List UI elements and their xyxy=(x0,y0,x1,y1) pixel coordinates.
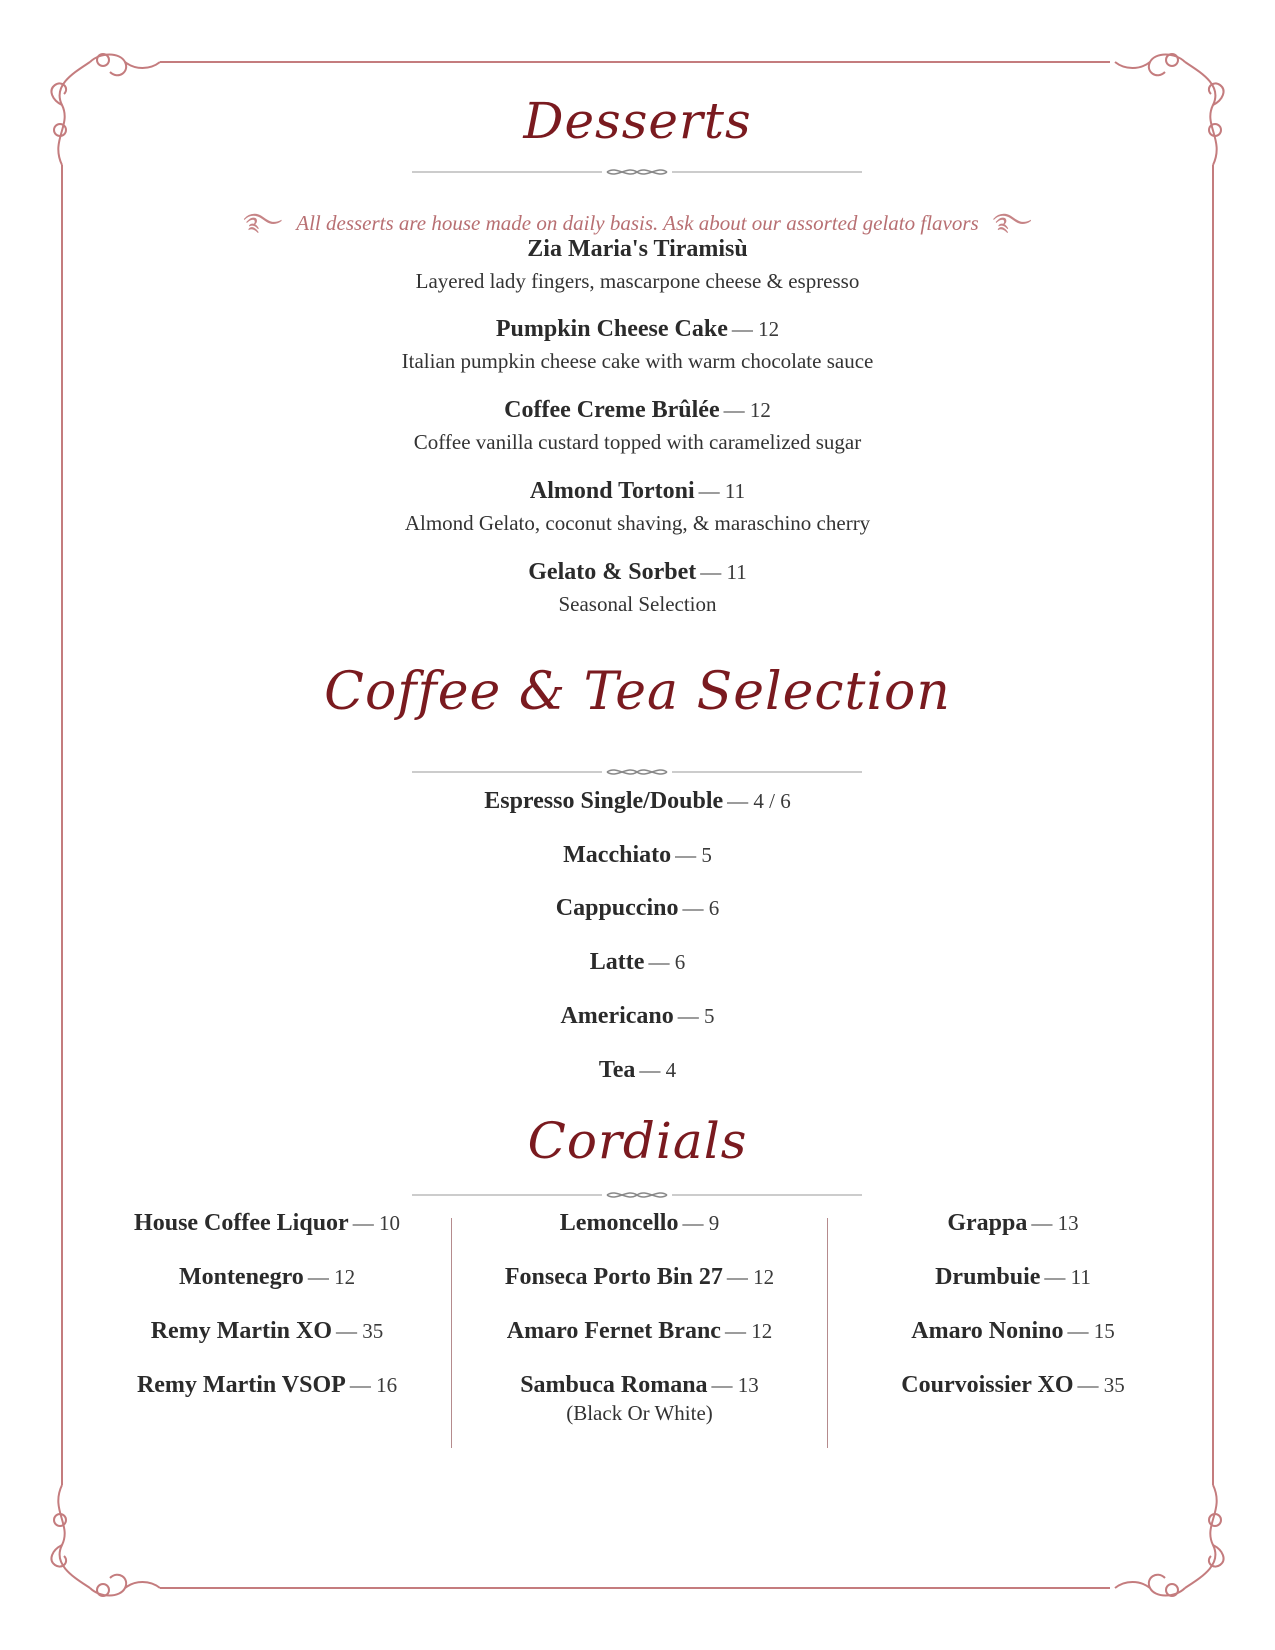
item-name: Lemoncello xyxy=(559,1210,679,1236)
cordials-column-1 xyxy=(92,1210,442,1426)
corner-scroll-bottom-left xyxy=(51,1485,160,1596)
item-name: Zia Maria's Tiramisù xyxy=(527,236,748,262)
item-price: — 6 xyxy=(648,950,686,974)
item-price: — 9 xyxy=(682,1211,720,1235)
cordial-item xyxy=(462,1210,817,1264)
item-name: Sambuca Romana xyxy=(520,1372,708,1398)
dessert-item xyxy=(0,559,1275,617)
item-name: Fonseca Porto Bin 27 xyxy=(504,1264,723,1290)
coffee-item xyxy=(0,788,1275,815)
item-price: — 4 xyxy=(639,1058,677,1082)
item-name: Amaro Fernet Branc xyxy=(506,1318,721,1344)
item-name: Americano xyxy=(560,1003,674,1029)
cordials-divider xyxy=(412,1188,862,1202)
item-price: — 10 xyxy=(352,1211,400,1235)
cordials-title: Cordials xyxy=(527,1112,748,1170)
cordial-item xyxy=(462,1264,817,1318)
item-price: — 13 xyxy=(1031,1211,1079,1235)
item-price: — 35 xyxy=(336,1319,384,1343)
flourish-right-icon: ࿐ xyxy=(992,210,1032,236)
cordial-item xyxy=(838,1372,1188,1426)
item-name: Grappa xyxy=(947,1210,1028,1236)
cordials-column-2 xyxy=(462,1210,817,1426)
item-price: — 11 xyxy=(700,560,747,584)
cordials-column-3 xyxy=(838,1210,1188,1426)
dessert-item xyxy=(0,397,1275,455)
item-subtext: (Black Or White) xyxy=(566,1401,713,1425)
item-desc: Layered lady fingers, mascarpone cheese & espresso xyxy=(415,269,860,293)
dessert-item xyxy=(0,236,1275,294)
item-price: — 12 xyxy=(723,398,771,422)
item-name: Macchiato xyxy=(563,842,672,868)
item-name: Remy Martin VSOP xyxy=(136,1372,346,1398)
cordial-item xyxy=(462,1372,817,1426)
item-price: — 12 xyxy=(724,1319,773,1343)
desserts-note-text: All desserts are house made on daily basis. Ask about our assorted gelato flavors xyxy=(296,211,979,235)
cordial-item xyxy=(92,1210,442,1264)
cordial-item xyxy=(838,1264,1188,1318)
coffee-item xyxy=(0,1057,1275,1084)
item-desc: Seasonal Selection xyxy=(558,592,717,616)
flourish-left-icon: ࿐ xyxy=(243,210,283,236)
item-name: Courvoissier XO xyxy=(901,1372,1074,1398)
item-name: Almond Tortoni xyxy=(529,478,695,504)
column-divider xyxy=(451,1218,452,1448)
cordial-item xyxy=(92,1318,442,1372)
item-name: House Coffee Liquor xyxy=(134,1210,349,1236)
coffee-title: Coffee & Tea Selection xyxy=(324,662,951,722)
item-price: — 35 xyxy=(1077,1373,1125,1397)
column-divider xyxy=(827,1218,828,1448)
cordial-item xyxy=(462,1318,817,1372)
coffee-item xyxy=(0,949,1275,976)
cordial-item xyxy=(838,1210,1188,1264)
corner-scroll-bottom-right xyxy=(1115,1485,1224,1596)
coffee-item xyxy=(0,842,1275,869)
item-price: — 11 xyxy=(698,479,746,503)
item-name: Latte xyxy=(589,949,645,975)
item-price: — 15 xyxy=(1067,1319,1115,1343)
dessert-item xyxy=(0,478,1275,536)
item-price: — 12 xyxy=(307,1265,356,1289)
cordial-item xyxy=(92,1372,442,1426)
item-desc: Italian pumpkin cheese cake with warm chocolate sauce xyxy=(401,349,874,373)
item-name: Espresso Single/Double xyxy=(484,788,724,814)
item-desc: Almond Gelato, coconut shaving, & maraschino cherry xyxy=(404,511,871,535)
item-name: Cappuccino xyxy=(555,895,679,921)
coffee-item xyxy=(0,1003,1275,1030)
item-price: — 6 xyxy=(682,896,720,920)
item-name: Tea xyxy=(598,1057,636,1083)
desserts-divider xyxy=(412,165,862,179)
item-name: Montenegro xyxy=(178,1264,304,1290)
item-name: Gelato & Sorbet xyxy=(528,559,697,585)
cordial-item xyxy=(838,1318,1188,1372)
item-name: Amaro Nonino xyxy=(911,1318,1064,1344)
item-price: — 16 xyxy=(349,1373,398,1397)
cordial-item xyxy=(92,1264,442,1318)
item-price: — 5 xyxy=(677,1004,715,1028)
desserts-title: Desserts xyxy=(523,92,752,150)
item-price: — 12 xyxy=(726,1265,775,1289)
coffee-divider xyxy=(412,765,862,779)
item-price: — 4 / 6 xyxy=(727,789,791,813)
item-price: — 11 xyxy=(1044,1265,1091,1289)
dessert-item xyxy=(0,316,1275,374)
item-price: — 13 xyxy=(711,1373,759,1397)
item-price: — 5 xyxy=(675,843,712,867)
item-desc: Coffee vanilla custard topped with caramelized sugar xyxy=(413,430,862,454)
item-price: — 12 xyxy=(731,317,780,341)
coffee-item xyxy=(0,895,1275,922)
item-name: Remy Martin XO xyxy=(150,1318,333,1344)
item-name: Drumbuie xyxy=(935,1264,1041,1290)
item-name: Pumpkin Cheese Cake xyxy=(495,316,728,342)
item-name: Coffee Creme Brûlée xyxy=(504,397,720,423)
